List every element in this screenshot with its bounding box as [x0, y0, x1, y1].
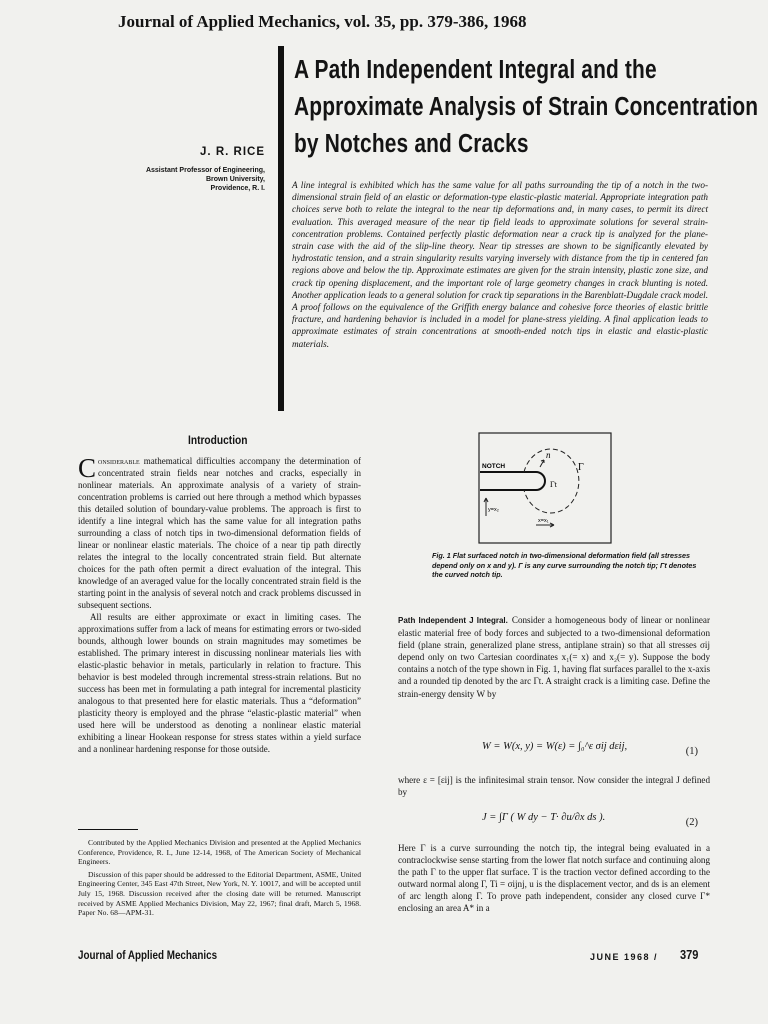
introduction-paragraph-2: All results are either approximate or exact in limiting cases. The approximations suffer from a lack of means for estimating errors or two-sided bounds, although lower bounds on strain magnitudes may sometimes be established. The primary interest in discussing nonlinear materials lies with elastic-plastic behavior in metals, particularly in relation to fracture. This behavior is best modeled through incremental stress-strain relations. But no success has been met in formulating a path integral for incremental plasticity analogous to that presented here for elastic materials. Thus a “deformation” plasticity theory is employed and the phrase “elastic-plastic material” when used here will be understood as denoting a nonlinear elastic material exhibiting a linear Hookean response for stress states within a yield surface and a nonlinear hardening response for those outside.: [78, 612, 361, 754]
author-affiliation: [110, 166, 265, 193]
introduction-heading: Introduction: [188, 433, 248, 447]
equation-2: [398, 808, 710, 840]
footnote: [78, 838, 361, 921]
introduction-lead-in: onsiderable: [98, 456, 140, 466]
introduction-body: [78, 455, 361, 755]
introduction-paragraph-1: [78, 455, 361, 611]
x-axis-label: x=x₁: [538, 518, 549, 524]
notch-outline: [480, 472, 545, 490]
section-paragraph-2: where ε = [εij] is the infinitesimal strain tensor. Now consider the integral J defined by: [398, 775, 710, 798]
title-line-2: Approximate Analysis of Strain Concentration: [294, 93, 759, 121]
title-line-3: by Notches and Cracks: [294, 130, 529, 158]
gamma-label: Γ: [578, 462, 584, 473]
footer-journal-name: Journal of Applied Mechanics: [78, 948, 218, 962]
affiliation-line-3: Providence, R. I.: [210, 185, 265, 192]
section-run-in-heading: Path Independent J Integral.: [398, 616, 508, 625]
footnote-rule: [78, 829, 138, 830]
journal-citation: Journal of Applied Mechanics, vol. 35, pp. 379-386, 1968: [118, 12, 527, 31]
affiliation-line-2: Brown University,: [206, 176, 265, 183]
footer-date: JUNE 1968 /: [590, 952, 659, 962]
gamma-t-label: Γt: [550, 480, 557, 489]
notch-label: NOTCH: [482, 463, 506, 470]
affiliation-line-1: Assistant Professor of Engineering,: [145, 167, 265, 174]
author-name: J. R. RICE: [200, 146, 265, 158]
notch-diagram-svg: [478, 432, 612, 544]
equation-2-expression: J = ∫Γ ( W dy − T· ∂u/∂x ds ).: [482, 812, 606, 823]
equation-1: [398, 737, 710, 767]
footnote-paragraph-2: Discussion of this paper should be addressed to the Editorial Department, ASME, United Engineering Center, 345 East 47th Street, New York, N. Y. 10017, and will be accepted until July 15, 1968. Discussion received after the closing date will be returned. Manuscript received by ASME Applied Mechanics Division, May 22, 1967; final draft, March 5, 1968. Paper No. 68—APM-31.: [78, 869, 361, 918]
y-axis-label: y=x₂: [488, 507, 499, 513]
drop-cap: C: [78, 453, 97, 483]
abstract: A line integral is exhibited which has the same value for all paths surrounding the tip of a notch in the two-dimensional strain field of an elastic or deformation-type elastic-plastic material. Appropriate integration path choices serve both to relate the integral to the near tip deformations and, in many cases, to permit its direct evaluation. This averaged measure of the near tip field leads to approximate solutions for several strain-concentration problems. Contained perfectly plastic deformation near a crack tip is analyzed for the plane-strain case with the aid of the slip-line theory. Near tip stresses are shown to be significantly elevated by hydrostatic tension, and a strain singularity results varying inversely with distance from the tip in centered fan regions above and below the tip. Approximate estimates are given for the strain intensity, plastic zone size, and crack tip opening displacement, and the important role of large geometry changes in crack blunting is noted. Another application leads to a general solution for crack tip separations in the Barenblatt-Dugdale crack model. A proof follows on the equivalence of the Griffith energy balance and cohesive force theories of elastic brittle fracture, and hardening behavior is included in a model for plane-stress yielding. A final application leads to approximate estimates of strain concentrations at smooth-ended notch tips in elastic and elastic-plastic materials.: [292, 180, 708, 349]
footer-page-number: 379: [680, 947, 699, 962]
introduction-paragraph-1-text: mathematical difficulties accompany the determination of concentrated strain fields near notches and cracks, especially in nonlinear materials. An approximate analysis of a variety of strain-concentration problems is carried out here through a method which bypasses this detailed solution of boundary-value problems. The approach is first to identify a line integral which has the same value for all integration paths surrounding a class of notch tips in two-dimensional deformation fields of linear or nonlinear elastic materials. The choice of a near tip path directly relates the integral to the locally concentrated strain field. But alternate choices for the path often permit a direct evaluation of the integral. This knowledge of an averaged value for the locally concentrated strain field is the starting point in the analysis of several notch and crack problems discussed in subsequent sections.: [78, 456, 361, 610]
title-line-1: A Path Independent Integral and the: [294, 56, 657, 84]
paper-title: [294, 52, 759, 163]
figure-1-caption: Fig. 1 Flat surfaced notch in two-dimensional deformation field (all stresses depend only on x and y). Γ is any curve surrounding the notch tip; Γt denotes the curved notch tip.: [432, 551, 697, 579]
equation-1-expression: W = W(x, y) = W(ε) = ∫₀^ε σij dεij,: [482, 741, 628, 752]
title-rule-bar: [278, 46, 284, 411]
normal-n-label: n: [546, 450, 551, 460]
section-paragraph-1: Consider a homogeneous body of linear or nonlinear elastic material free of body forces and subjected to a two-dimensional deformation field (plane strain, generalized plane stress, antiplane strain) so that all stresses σij depend only on two Cartesian coordinates x₁(= x) and x₂(= y). Suppose the body contains a notch of the type shown in Fig. 1, having flat surfaces parallel to the x-axis and a rounded tip denoted by the arc Γt. A straight crack is a limiting case. Define the strain-energy density W by: [398, 615, 711, 699]
figure-1-diagram: [478, 432, 612, 544]
footnote-paragraph-1: Contributed by the Applied Mechanics Division and presented at the Applied Mechanics Conference, Providence, R. I., June 12-14, 1968, of The American Society of Mechanical Engineers.: [78, 838, 361, 867]
equation-1-number: (1): [685, 746, 698, 757]
j-integral-section-intro: [398, 614, 710, 700]
section-paragraph-3: Here Γ is a curve surrounding the notch tip, the integral being evaluated in a contraclockwise sense starting from the lower flat notch surface and continuing along the path Γ to the upper flat surface. T is the traction vector defined according to the outward normal along Γ, Ti = σijnj, u is the displacement vector, and ds is an element of arc length along Γ. To prove path independent, consider any closed curve Γ* enclosing an area A* in a: [398, 843, 710, 914]
equation-2-number: (2): [685, 817, 698, 828]
